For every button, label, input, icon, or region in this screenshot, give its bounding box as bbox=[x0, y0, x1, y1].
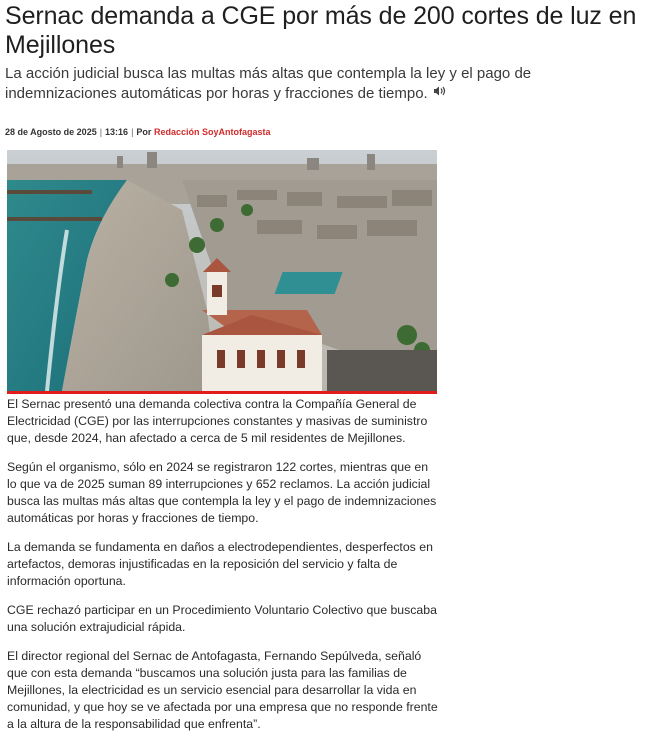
article-by-label: Por bbox=[136, 127, 152, 137]
article-author-link[interactable]: Redacción SoyAntofagasta bbox=[153, 127, 271, 137]
audio-listen-icon[interactable] bbox=[432, 83, 448, 102]
article-paragraph: CGE rechazó participar en un Procedimiento Voluntario Colectivo que buscaba una solución extrajudicial rápida. bbox=[7, 603, 437, 634]
article-header bbox=[5, 0, 645, 394]
aerial-coastal-town-illustration bbox=[7, 150, 437, 391]
meta-separator: | bbox=[131, 127, 134, 137]
article-date: 28 de Agosto de 2025 bbox=[5, 127, 97, 137]
article-paragraph: Según el organismo, sólo en 2024 se registraron 122 cortes, mientras que en lo que va de 2025 suman 89 interrupciones y 652 reclamos. La acción judicial busca las multas más altas que contempla la ley y el pago de indemnizaciones automáticas por horas y fracciones de tiempo. bbox=[7, 460, 437, 525]
article-paragraph: El director regional del Sernac de Antofagasta, Fernando Sepúlveda, señaló que con esta demanda “buscamos una solución justa para las familias de Mejillones, la electricidad es un servicio esencial para desarrollar la vida en comunidad, y que hoy se ve afectada por una empresa que no responde frente a la altura de la responsabilidad que enfrenta”. bbox=[7, 649, 438, 731]
article-body bbox=[7, 396, 439, 745]
article-subtitle bbox=[5, 64, 645, 103]
meta-separator: | bbox=[99, 127, 103, 137]
article-meta bbox=[5, 127, 645, 138]
article-time: 13:16 bbox=[105, 127, 129, 137]
article-hero-image bbox=[7, 150, 437, 394]
article-paragraph: La demanda se fundamenta en daños a electrodependientes, desperfectos en artefactos, demoras injustificadas en la reposición del servicio y falta de información oportuna. bbox=[7, 540, 433, 588]
article-title: Sernac demanda a CGE por más de 200 cortes de luz en Mejillones bbox=[5, 2, 637, 59]
article-paragraph: El Sernac presentó una demanda colectiva contra la Compañía General de Electricidad (CGE) por las interrupciones constantes y masivas de suministro que, desde 2024, han afectado a cerca de 5 mil residentes de Mejillones. bbox=[7, 397, 428, 445]
article-subtitle-text: La acción judicial busca las multas más altas que contempla la ley y el pago de indemnizaciones automáticas por horas y fracciones de tiempo. bbox=[5, 65, 532, 102]
